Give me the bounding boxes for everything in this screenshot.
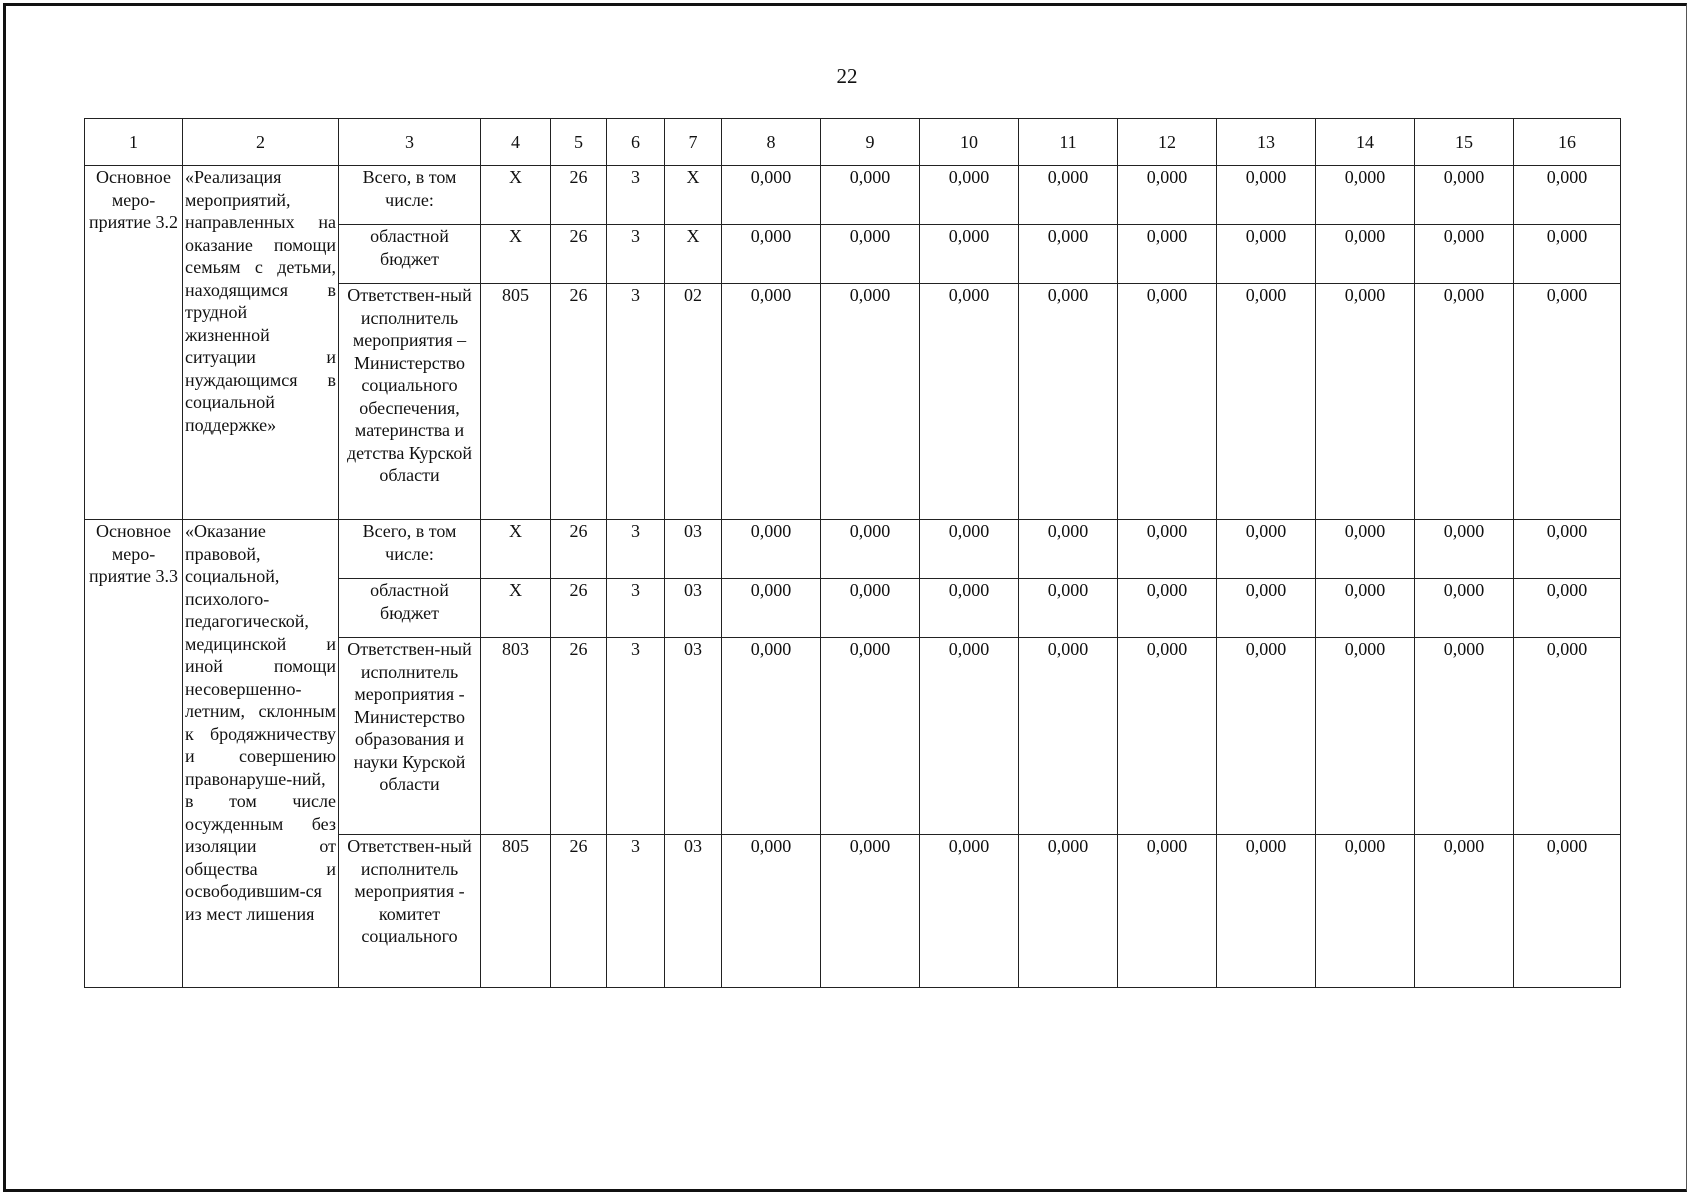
value-cell: 0,000 <box>1415 835 1514 988</box>
cell-4: X <box>481 579 551 638</box>
value-cell: 0,000 <box>1514 638 1621 835</box>
value-cell: 0,000 <box>1019 520 1118 579</box>
value-cell: 0,000 <box>1019 638 1118 835</box>
value-cell: 0,000 <box>821 579 920 638</box>
value-cell: 0,000 <box>1514 166 1621 225</box>
value-cell: 0,000 <box>1514 520 1621 579</box>
value-cell: 0,000 <box>1217 638 1316 835</box>
cell-6: 3 <box>607 520 665 579</box>
cell-4: X <box>481 520 551 579</box>
cell-5: 26 <box>551 579 607 638</box>
header-cell: 2 <box>183 119 339 166</box>
value-cell: 0,000 <box>920 579 1019 638</box>
activity-kind: Основное меро-приятие 3.2 <box>85 166 183 520</box>
header-cell: 9 <box>821 119 920 166</box>
value-cell: 0,000 <box>1118 225 1217 284</box>
value-cell: 0,000 <box>722 166 821 225</box>
cell-7: 03 <box>665 579 722 638</box>
header-row <box>85 119 1621 166</box>
value-cell: 0,000 <box>1316 225 1415 284</box>
page-number: 22 <box>836 64 858 88</box>
cell-5: 26 <box>551 835 607 988</box>
funding-source: Ответствен-ный исполнитель мероприятия – Министерство социального обеспечения, материнства и детства Курской области <box>339 284 481 520</box>
header-cell: 16 <box>1514 119 1621 166</box>
value-cell: 0,000 <box>1316 166 1415 225</box>
value-cell: 0,000 <box>1415 225 1514 284</box>
cell-7: 03 <box>665 835 722 988</box>
header-cell: 12 <box>1118 119 1217 166</box>
value-cell: 0,000 <box>1118 520 1217 579</box>
cell-7: X <box>665 166 722 225</box>
cell-5: 26 <box>551 225 607 284</box>
header-cell: 15 <box>1415 119 1514 166</box>
cell-4: X <box>481 225 551 284</box>
activity-name: «Реализация мероприятий, направленных на оказание помощи семьям с детьми, находящимся в трудной жизненной ситуации и нуждающимся в социальной поддержке» <box>183 166 339 520</box>
header-cell: 1 <box>85 119 183 166</box>
cell-6: 3 <box>607 638 665 835</box>
value-cell: 0,000 <box>1217 579 1316 638</box>
table-row <box>85 520 1621 579</box>
cell-7: 03 <box>665 638 722 835</box>
funding-source: областной бюджет <box>339 225 481 284</box>
value-cell: 0,000 <box>1118 835 1217 988</box>
value-cell: 0,000 <box>821 284 920 520</box>
funding-source: Всего, в том числе: <box>339 520 481 579</box>
value-cell: 0,000 <box>722 225 821 284</box>
activity-name: «Оказание правовой, социальной, психолого-педагогической, медицинской и иной помощи несовершенно-летним, склонным к бродяжничеству и совершению правонаруше-ний, в том числе осужденным без изоляции от общества и освободившим-ся из мест лишения <box>183 520 339 988</box>
value-cell: 0,000 <box>821 166 920 225</box>
cell-7: 03 <box>665 520 722 579</box>
value-cell: 0,000 <box>1316 638 1415 835</box>
cell-4: 805 <box>481 835 551 988</box>
header-cell: 13 <box>1217 119 1316 166</box>
value-cell: 0,000 <box>821 638 920 835</box>
header-cell: 8 <box>722 119 821 166</box>
header-cell: 11 <box>1019 119 1118 166</box>
value-cell: 0,000 <box>1217 520 1316 579</box>
funding-source: областной бюджет <box>339 579 481 638</box>
value-cell: 0,000 <box>1217 225 1316 284</box>
cell-5: 26 <box>551 166 607 225</box>
value-cell: 0,000 <box>920 520 1019 579</box>
header-cell: 5 <box>551 119 607 166</box>
value-cell: 0,000 <box>1415 166 1514 225</box>
value-cell: 0,000 <box>1415 520 1514 579</box>
cell-7: X <box>665 225 722 284</box>
cell-4: X <box>481 166 551 225</box>
value-cell: 0,000 <box>722 579 821 638</box>
value-cell: 0,000 <box>821 520 920 579</box>
value-cell: 0,000 <box>1118 166 1217 225</box>
value-cell: 0,000 <box>821 835 920 988</box>
value-cell: 0,000 <box>920 638 1019 835</box>
value-cell: 0,000 <box>920 835 1019 988</box>
funding-source: Ответствен-ный исполнитель мероприятия - Министерство образования и науки Курской области <box>339 638 481 835</box>
value-cell: 0,000 <box>1118 579 1217 638</box>
value-cell: 0,000 <box>1217 284 1316 520</box>
value-cell: 0,000 <box>1019 225 1118 284</box>
value-cell: 0,000 <box>1514 284 1621 520</box>
header-cell: 14 <box>1316 119 1415 166</box>
value-cell: 0,000 <box>1217 835 1316 988</box>
value-cell: 0,000 <box>1118 638 1217 835</box>
header-cell: 3 <box>339 119 481 166</box>
value-cell: 0,000 <box>722 520 821 579</box>
header-cell: 10 <box>920 119 1019 166</box>
header-cell: 4 <box>481 119 551 166</box>
cell-5: 26 <box>551 520 607 579</box>
value-cell: 0,000 <box>1118 284 1217 520</box>
cell-5: 26 <box>551 638 607 835</box>
value-cell: 0,000 <box>920 225 1019 284</box>
header-cell: 6 <box>607 119 665 166</box>
cell-6: 3 <box>607 284 665 520</box>
value-cell: 0,000 <box>1316 284 1415 520</box>
value-cell: 0,000 <box>920 284 1019 520</box>
value-cell: 0,000 <box>1514 225 1621 284</box>
cell-7: 02 <box>665 284 722 520</box>
value-cell: 0,000 <box>722 638 821 835</box>
value-cell: 0,000 <box>1514 835 1621 988</box>
value-cell: 0,000 <box>1316 835 1415 988</box>
cell-6: 3 <box>607 579 665 638</box>
cell-6: 3 <box>607 166 665 225</box>
value-cell: 0,000 <box>1019 284 1118 520</box>
value-cell: 0,000 <box>1019 835 1118 988</box>
value-cell: 0,000 <box>1019 166 1118 225</box>
value-cell: 0,000 <box>1415 284 1514 520</box>
value-cell: 0,000 <box>722 284 821 520</box>
cell-4: 805 <box>481 284 551 520</box>
funding-source: Всего, в том числе: <box>339 166 481 225</box>
value-cell: 0,000 <box>1217 166 1316 225</box>
cell-6: 3 <box>607 835 665 988</box>
funding-source: Ответствен-ный исполнитель мероприятия - комитет социального <box>339 835 481 988</box>
activity-kind: Основное меро-приятие 3.3 <box>85 520 183 988</box>
value-cell: 0,000 <box>821 225 920 284</box>
value-cell: 0,000 <box>1514 579 1621 638</box>
budget-table <box>84 118 1621 988</box>
value-cell: 0,000 <box>722 835 821 988</box>
cell-4: 803 <box>481 638 551 835</box>
value-cell: 0,000 <box>1415 638 1514 835</box>
cell-5: 26 <box>551 284 607 520</box>
cell-6: 3 <box>607 225 665 284</box>
value-cell: 0,000 <box>920 166 1019 225</box>
value-cell: 0,000 <box>1415 579 1514 638</box>
value-cell: 0,000 <box>1316 579 1415 638</box>
table-row <box>85 166 1621 225</box>
value-cell: 0,000 <box>1316 520 1415 579</box>
value-cell: 0,000 <box>1019 579 1118 638</box>
header-cell: 7 <box>665 119 722 166</box>
